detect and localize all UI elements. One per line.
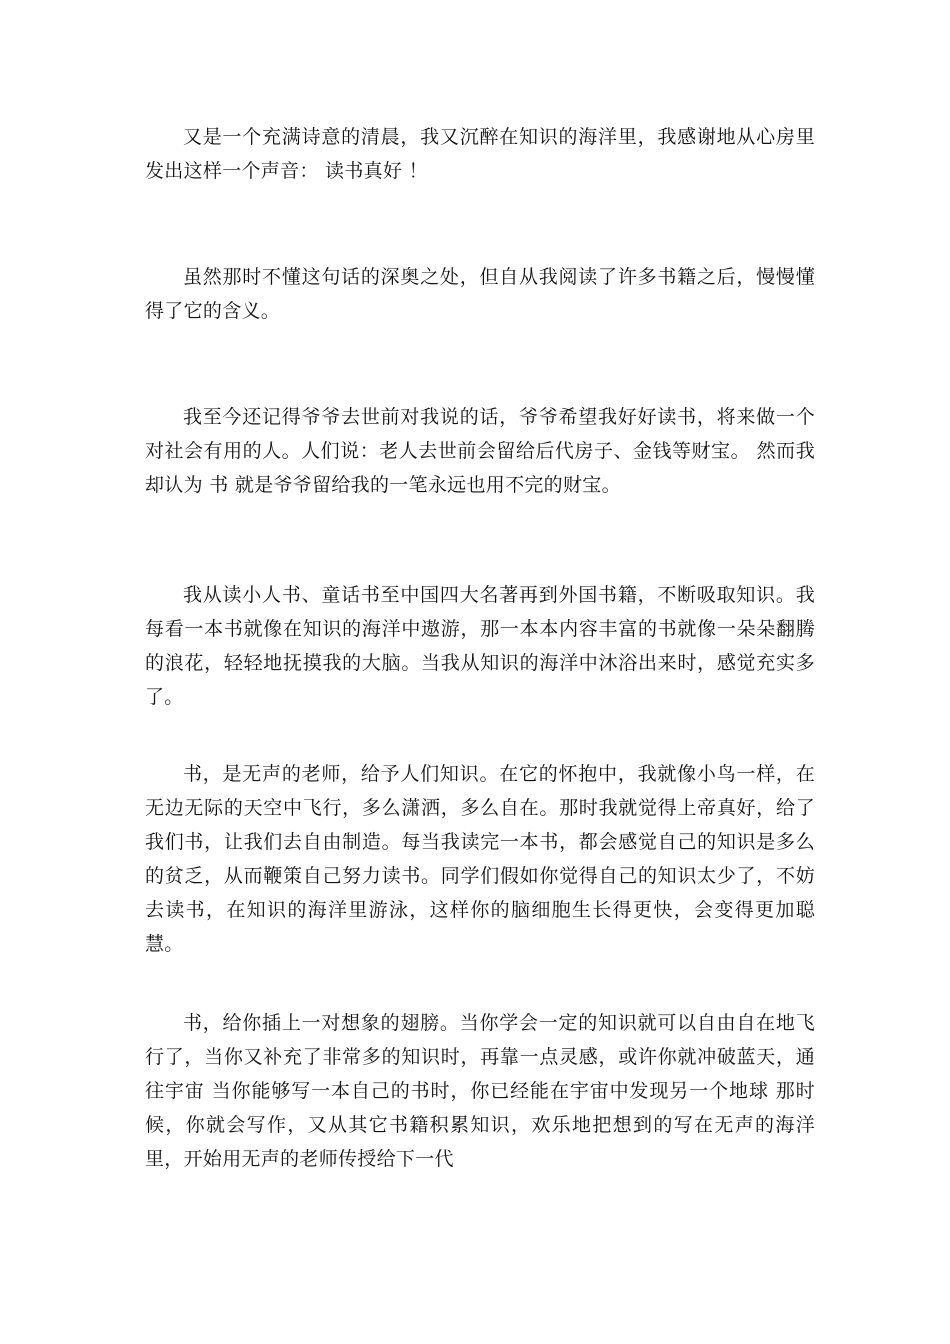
paragraph-5: 书，是无声的老师，给予人们知识。在它的怀抱中，我就像小鸟一样，在无边无际的天空中飞行，多么潇洒，多么自在。那时我就觉得上帝真好，给了我们书，让我们去自由制造。每当我读完一本书，都会感觉自己的知识是多么的贫乏，从而鞭策自己努力读书。同学们假如你觉得自己的知识太少了，不妨去读书，在知识的海洋里游泳，这样你的脑细胞生长得更快，会变得更加聪慧。 [145, 763, 815, 955]
paragraph-1: 又是一个充满诗意的清晨，我又沉醉在知识的海洋里，我感谢地从心房里发出这样一个声音： 读书真好 ！ [145, 126, 815, 182]
paragraph-2: 虽然那时不懂这句话的深奥之处，但自从我阅读了许多书籍之后，慢慢懂得了它的含义。 [145, 266, 815, 322]
paragraph-6: 书，给你插上一对想象的翅膀。当你学会一定的知识就可以自由自在地飞行了，当你又补充了非常多的知识时，再靠一点灵感，或许你就冲破蓝天，通往宇宙 当你能够写一本自己的书时，你已经能在宇宙中发现另一个地球 那时候，你就会写作，又从其它书籍积累知识，欢乐地把想到的写在无声的海洋里，开始用无声的老师传授给下一代 [145, 1012, 815, 1170]
paragraph-3: 我至今还记得爷爷去世前对我说的话，爷爷希望我好好读书，将来做一个对社会有用的人。人们说：老人去世前会留给后代房子、金钱等财宝。 然而我却认为 书 就是爷爷留给我的一笔永远也用不完的财宝。 [145, 406, 815, 496]
paragraph-4: 我从读小人书、童话书至中国四大名著再到外国书籍，不断吸取知识。我每看一本书就像在知识的海洋中遨游，那一本本内容丰富的书就像一朵朵翻腾的浪花，轻轻地抚摸我的大脑。当我从知识的海洋中沐浴出来时，感觉充实多了。 [145, 584, 815, 708]
